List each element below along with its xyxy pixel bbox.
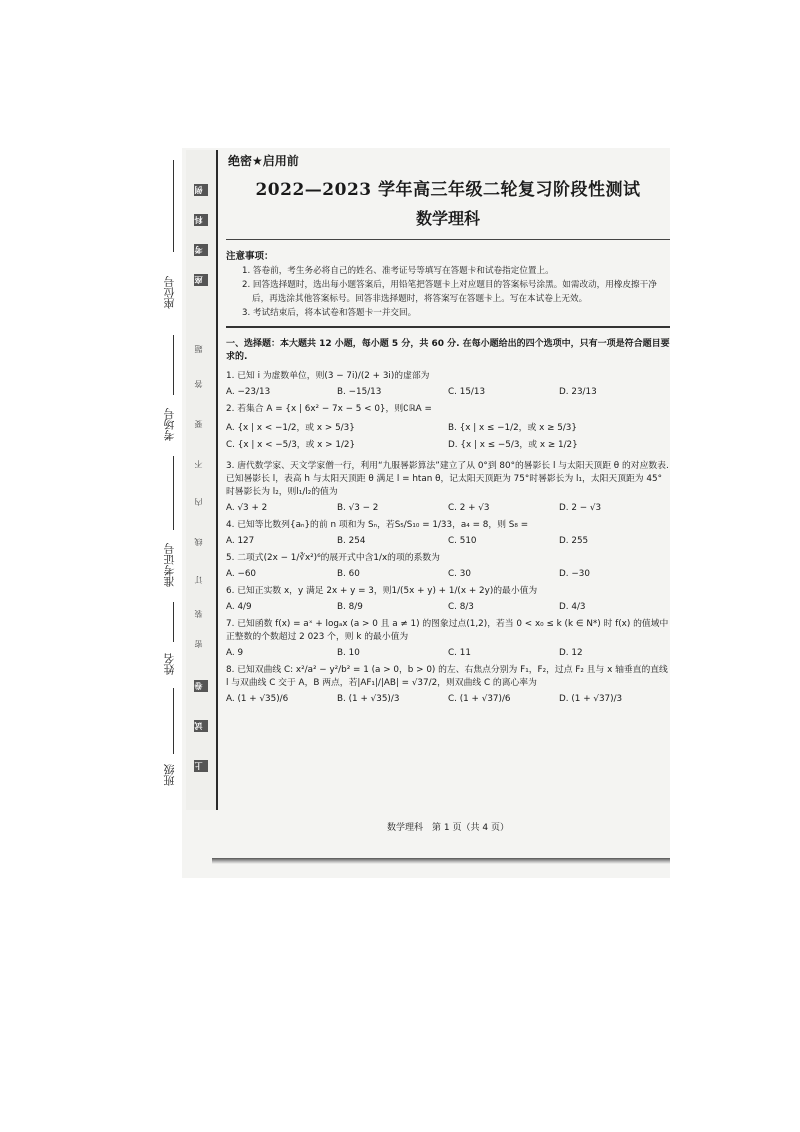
question-6 <box>226 585 670 612</box>
binding-mark: 装 <box>194 610 203 618</box>
binding-label-seat: 座位号 <box>163 276 176 310</box>
exam-subject: 数学理科 <box>415 209 480 228</box>
binding-mark: 答 <box>194 380 203 388</box>
binding-mark: 线 <box>194 538 203 546</box>
option-d: D. 12 <box>559 648 583 658</box>
binding-mark: 订 <box>194 576 203 584</box>
question-4 <box>226 519 670 546</box>
binding-mark: 科 <box>194 214 208 226</box>
note-item: 3. 考试结束后，将本试卷和答题卡一并交回。 <box>242 308 417 318</box>
option-a: A. −23/13 <box>226 387 271 397</box>
option-d: D. 255 <box>559 536 589 546</box>
page-footer: 数学理科 第 1 页（共 4 页） <box>387 823 509 833</box>
option-b: B. √3 − 2 <box>337 503 379 513</box>
option-c: C. {x | x < −5/3，或 x > 1/2} <box>226 440 356 450</box>
question-stem: 5. 二项式(2x − 1/∛x²)⁶的展开式中含1/x的项的系数为 <box>226 553 440 563</box>
question-5 <box>226 552 670 579</box>
option-c: C. 15/13 <box>448 387 486 397</box>
binding-rule <box>173 160 174 252</box>
option-b: B. −15/13 <box>337 387 382 397</box>
section-heading: 一、选择题：本大题共 12 小题，每小题 5 分，共 60 分. 在每小题给出的四个选项中，只有一项是符合题目要求的. <box>226 339 670 362</box>
binding-mark: 例 <box>194 184 208 196</box>
option-d: D. −30 <box>559 569 590 579</box>
option-c: C. 2 + √3 <box>448 503 490 513</box>
question-stem: 3. 唐代数学家、天文学家僧一行，利用“九服晷影算法”建立了从 0°到 80°的晷影长 l 与太阳天顶距 θ 的对应数表. 已知晷影长 l，表高 h 与太阳天顶距 θ 满足 l = htan θ，记太阳天顶距为 75°时晷影长为 l₁，太阳天顶距为 45°时晷影长为 l₂，则l₁/l₂的值为 <box>226 461 669 497</box>
question-stem: 2. 若集合 A = {x | 6x² − 7x − 5 < 0}，则∁ℝA = <box>226 404 432 414</box>
question-3 <box>226 460 670 513</box>
question-7 <box>226 618 670 658</box>
question-stem: 4. 已知等比数列{aₙ}的前 n 项和为 Sₙ，若S₅/S₁₀ = 1/33，a₄ = 8，则 S₈ = <box>226 520 529 530</box>
binding-rule <box>173 456 174 530</box>
option-d: D. {x | x ≤ −5/3，或 x ≥ 1/2} <box>448 440 578 450</box>
divider <box>226 239 670 240</box>
question-stem: 6. 已知正实数 x，y 满足 2x + y = 3，则1/(5x + y) + 1/(x + 2y)的最小值为 <box>226 586 538 596</box>
binding-label-class: 班级 <box>163 764 176 786</box>
option-b: B. (1 + √35)/3 <box>337 694 400 704</box>
option-c: C. (1 + √37)/6 <box>448 694 511 704</box>
exam-title: 2022—2023 学年高三年级二轮复习阶段性测试 <box>255 180 641 200</box>
option-d: D. (1 + √37)/3 <box>559 694 623 704</box>
option-a: A. (1 + √35)/6 <box>226 694 289 704</box>
binding-mark: 要 <box>194 420 203 428</box>
binding-rule <box>173 688 174 754</box>
option-c: C. 11 <box>448 648 471 658</box>
option-b: B. 60 <box>337 569 360 579</box>
binding-rule <box>173 602 174 642</box>
question-stem: 7. 已知函数 f(x) = aˣ + logₐx (a > 0 且 a ≠ 1) 的图象过点(1,2)，若当 0 < x₀ ≤ k (k ∈ N*) 时 f(x) 的值域中正整数的个数超过 2 023 个，则 k 的最小值为 <box>226 619 669 642</box>
option-d: D. 2 − √3 <box>559 503 602 513</box>
binding-label-exam-number: 准考证号 <box>163 543 176 587</box>
option-c: C. 30 <box>448 569 471 579</box>
binding-rule <box>173 335 174 395</box>
option-b: B. {x | x ≤ −1/2，或 x ≥ 5/3} <box>448 423 577 433</box>
option-a: A. 4/9 <box>226 602 252 612</box>
option-c: C. 510 <box>448 536 477 546</box>
option-a: A. 127 <box>226 536 255 546</box>
binding-mark: 卷 <box>194 680 208 692</box>
binding-mark: 内 <box>194 498 203 506</box>
binding-mark: 密 <box>194 640 203 648</box>
option-b: B. 254 <box>337 536 366 546</box>
option-d: D. 4/3 <box>559 602 586 612</box>
option-d: D. 23/13 <box>559 387 597 397</box>
binding-mark: 题 <box>194 345 203 353</box>
binding-label-room: 考场号 <box>163 408 176 442</box>
option-a: A. 9 <box>226 648 244 658</box>
notes-title: 注意事项： <box>226 251 274 262</box>
scan-shadow <box>212 858 670 864</box>
note-item: 1. 答卷前，考生务必将自己的姓名、准考证号等填写在答题卡和试卷指定位置上。 <box>242 266 554 276</box>
note-item: 2. 回答选择题时，选出每小题答案后，用铅笔把答题卡上对应题目的答案标号涂黑。如需改动，用橡皮擦干净后，再选涂其他答案标号。回答非选择题时，将答案写在答题卡上。写在本试卷上无效。 <box>242 280 657 304</box>
binding-label-name: 姓名 <box>163 653 176 675</box>
binding-mark: 不 <box>194 460 203 468</box>
question-8 <box>226 664 670 704</box>
binding-mark: 座 <box>194 274 208 286</box>
binding-mark: 上 <box>194 760 208 772</box>
question-2 <box>226 403 670 454</box>
divider <box>226 326 670 328</box>
question-stem: 1. 已知 i 为虚数单位，则(3 − 7i)/(2 + 3i)的虚部为 <box>226 371 430 381</box>
option-b: B. 8/9 <box>337 602 363 612</box>
question-1 <box>226 370 670 397</box>
option-a: A. −60 <box>226 569 257 579</box>
option-c: C. 8/3 <box>448 602 474 612</box>
binding-mark: 考 <box>194 244 208 256</box>
exam-content <box>226 152 670 833</box>
secret-label: 绝密★启用前 <box>228 154 299 168</box>
option-a: A. {x | x < −1/2，或 x > 5/3} <box>226 423 355 433</box>
question-stem: 8. 已知双曲线 C: x²/a² − y²/b² = 1 (a > 0，b > 0) 的左、右焦点分别为 F₁，F₂，过点 F₂ 且与 x 轴垂直的直线 l 与双曲线 C 交于 A，B 两点，若|AF₁|/|AB| = √37/2，则双曲线 C 的离心率为 <box>226 665 668 688</box>
option-b: B. 10 <box>337 648 360 658</box>
binding-mark: 试 <box>194 720 208 732</box>
notes-list <box>242 264 670 320</box>
option-a: A. √3 + 2 <box>226 503 268 513</box>
